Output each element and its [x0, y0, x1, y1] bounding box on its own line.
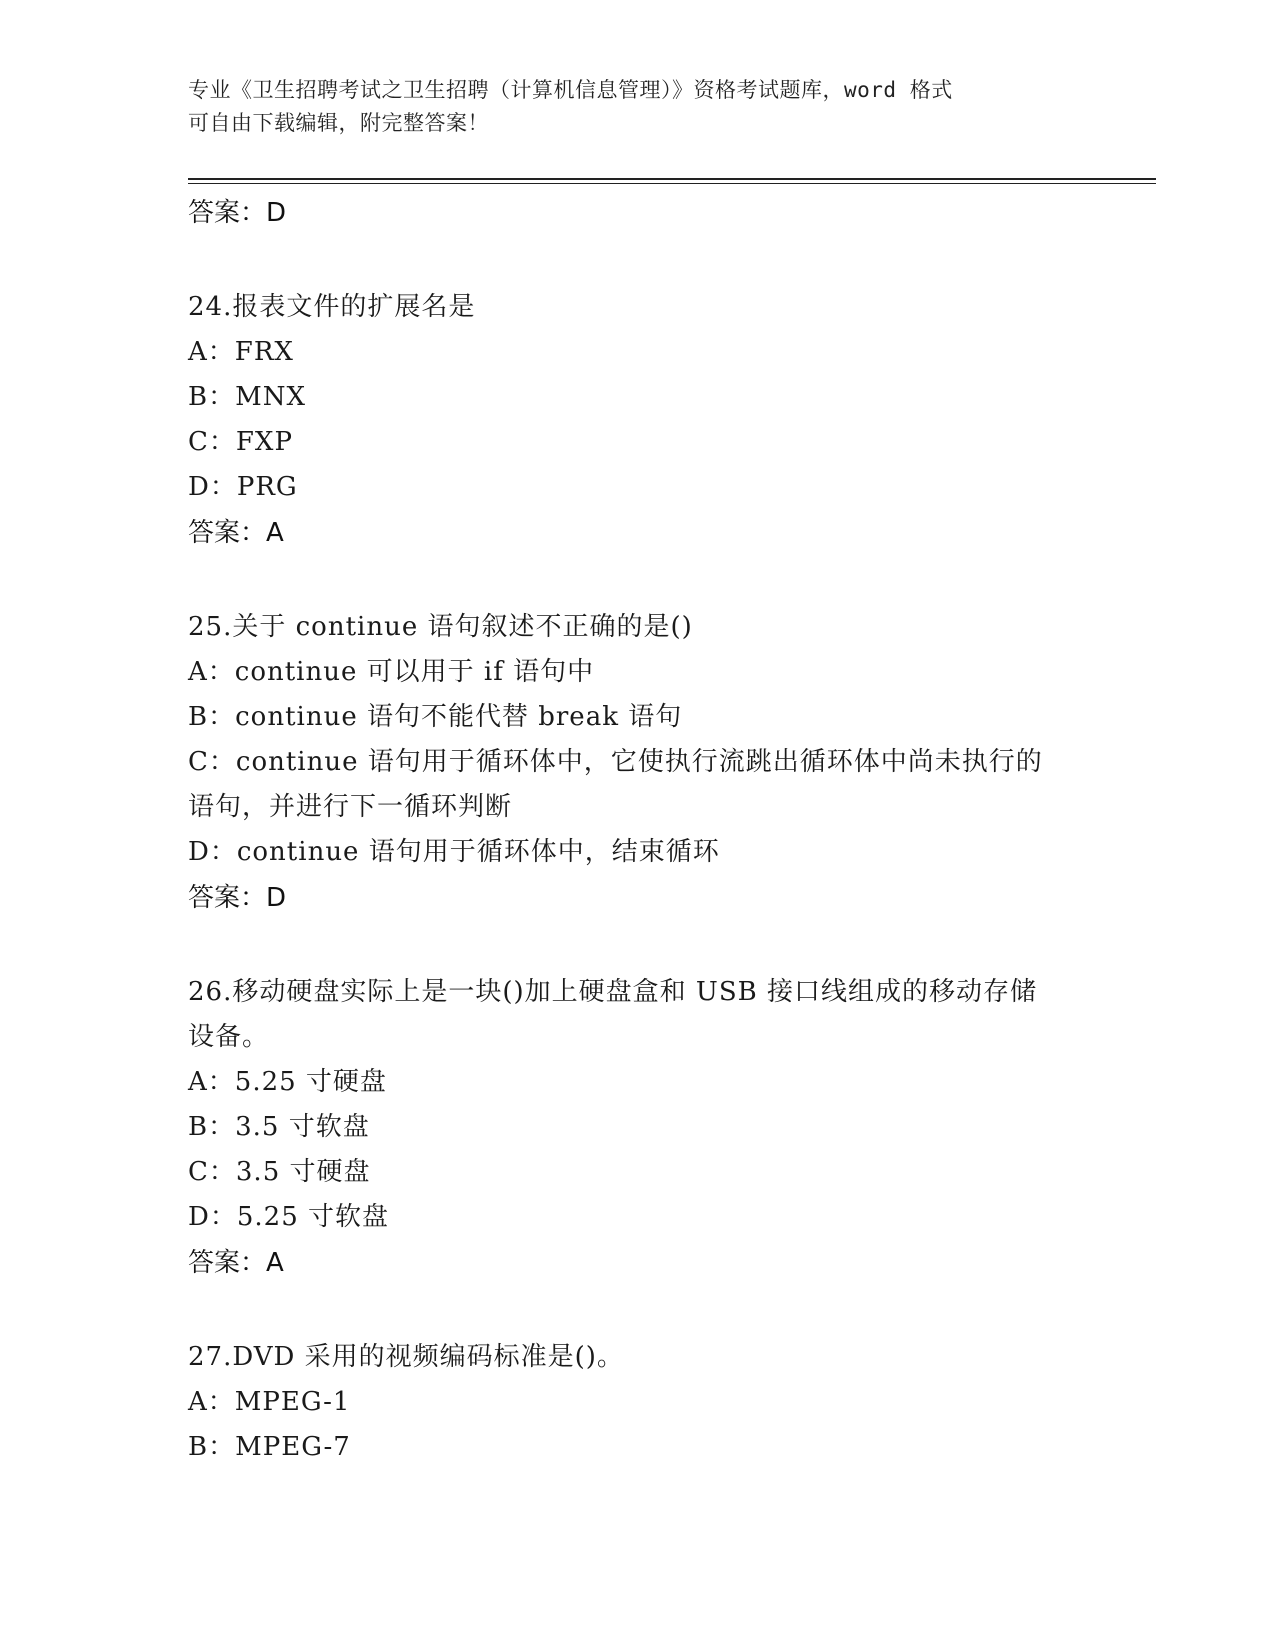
- option-c-continued: 语句，并进行下一循环判断: [188, 792, 513, 822]
- question-title: 27.DVD 采用的视频编码标准是()。: [188, 1342, 624, 1372]
- header-line-1: 专业《卫生招聘考试之卫生招聘（计算机信息管理）》资格考试题库，word 格式: [188, 78, 953, 102]
- answer: 答案：A: [188, 1248, 284, 1278]
- option-b: B：MNX: [188, 382, 306, 412]
- question-27: [188, 1335, 1088, 1470]
- answer: 答案：A: [188, 518, 284, 548]
- option-d: D：continue 语句用于循环体中，结束循环: [188, 837, 720, 867]
- question-title: 25.关于 continue 语句叙述不正确的是(): [188, 612, 693, 642]
- spacer: [188, 920, 1088, 970]
- question-list: [188, 190, 1088, 1470]
- header-line-2: 可自由下载编辑，附完整答案！: [188, 111, 489, 135]
- option-b: B：MPEG-7: [188, 1432, 351, 1462]
- option-c: C：3.5 寸硬盘: [188, 1157, 371, 1187]
- header-divider: [188, 178, 1156, 180]
- option-b: B：continue 语句不能代替 break 语句: [188, 702, 683, 732]
- option-c: C：continue 语句用于循环体中，它使执行流跳出循环体中尚未执行的: [188, 747, 1043, 777]
- question-title: 24.报表文件的扩展名是: [188, 292, 476, 322]
- spacer: [188, 555, 1088, 605]
- question-title: 26.移动硬盘实际上是一块()加上硬盘盒和 USB 接口线组成的移动存储: [188, 977, 1037, 1007]
- option-a: A：5.25 寸硬盘: [188, 1067, 387, 1097]
- header-divider-thin: [188, 183, 1156, 184]
- option-a: A：FRX: [188, 337, 294, 367]
- option-b: B：3.5 寸软盘: [188, 1112, 370, 1142]
- question-title-continued: 设备。: [188, 1022, 270, 1052]
- question-25: [188, 605, 1088, 920]
- option-d: D：PRG: [188, 472, 298, 502]
- option-a: A：MPEG-1: [188, 1387, 351, 1417]
- spacer: [188, 1285, 1088, 1335]
- question-26: [188, 970, 1088, 1285]
- option-d: D：5.25 寸软盘: [188, 1202, 390, 1232]
- option-a: A：continue 可以用于 if 语句中: [188, 657, 595, 687]
- spacer: [188, 235, 1088, 285]
- question-24: [188, 285, 1088, 555]
- option-c: C：FXP: [188, 427, 293, 457]
- answer-previous: 答案：D: [188, 198, 287, 228]
- answer: 答案：D: [188, 883, 287, 913]
- page-header: [188, 74, 1088, 140]
